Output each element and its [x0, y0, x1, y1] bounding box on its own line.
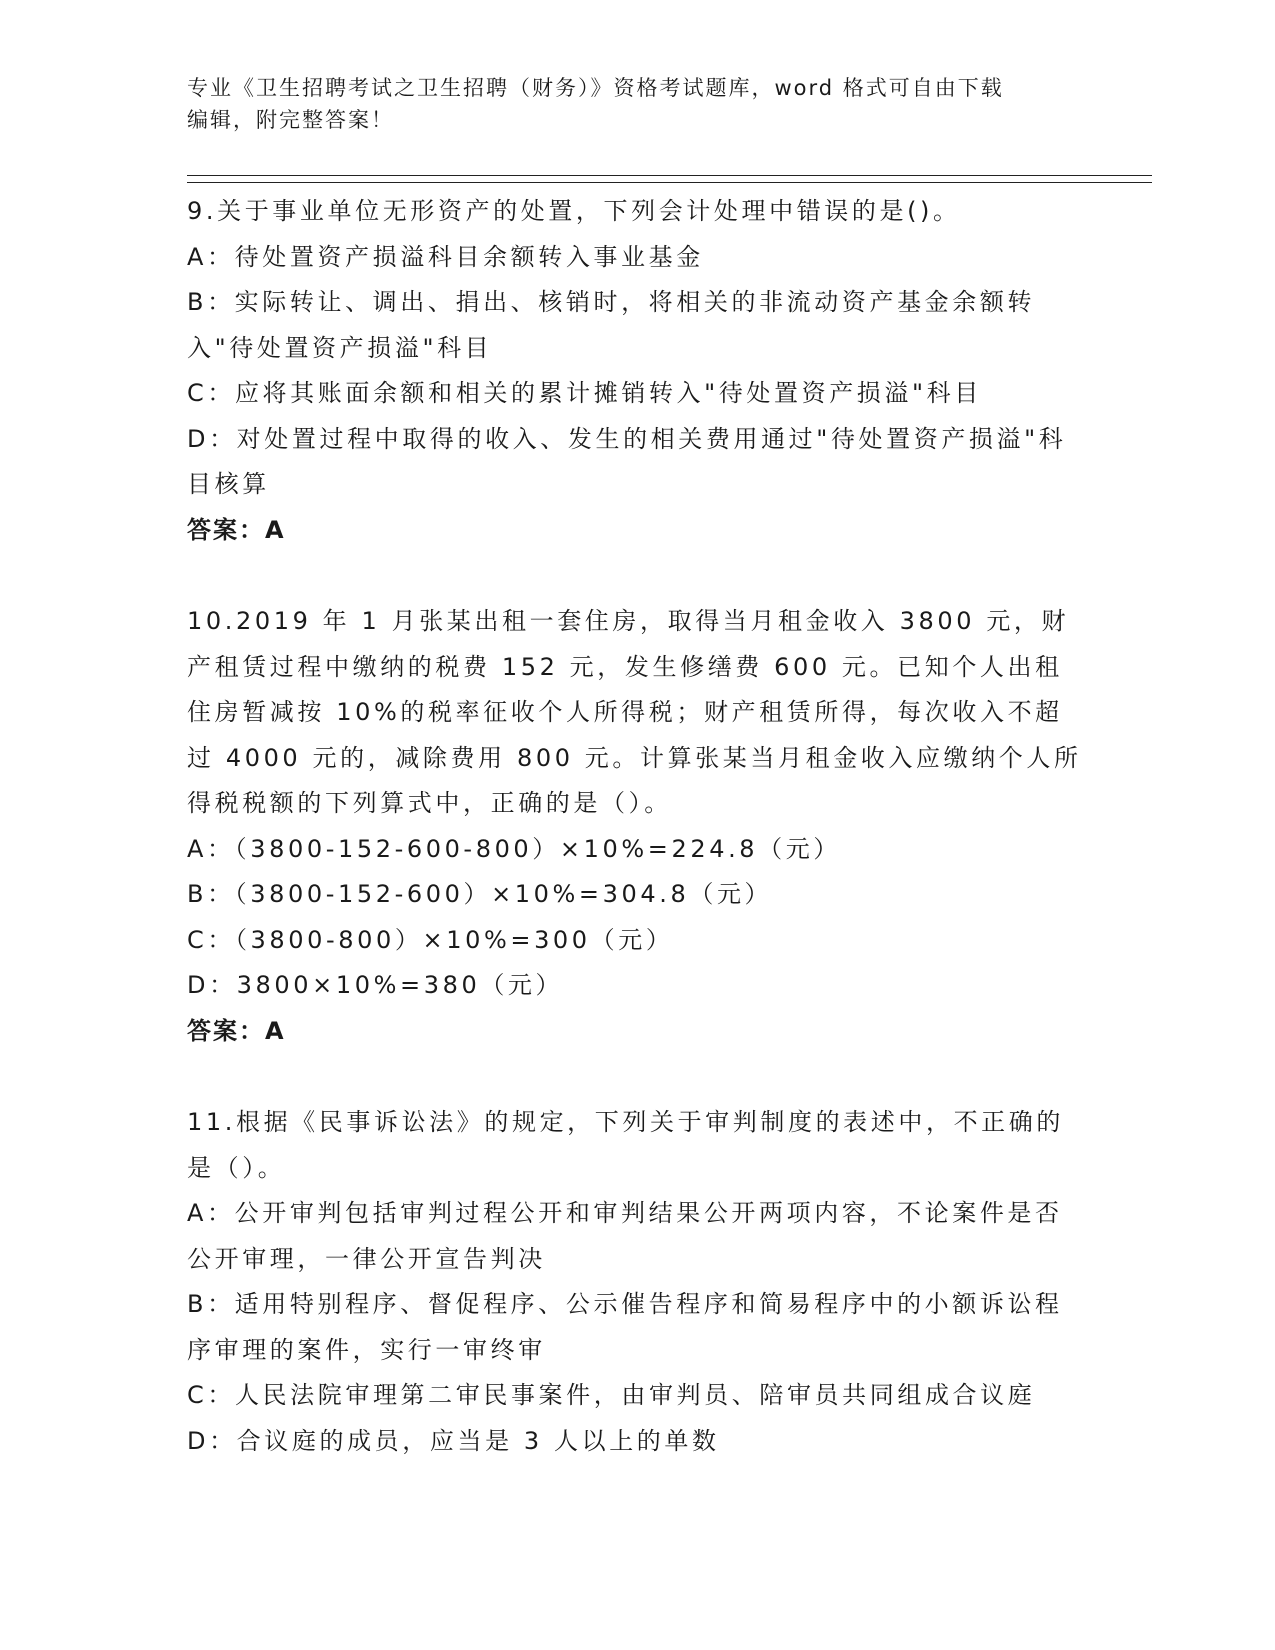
- option-d: D：对处置过程中取得的收入、发生的相关费用通过"待处置资产损溢"科目核算: [187, 424, 1067, 498]
- question-list: [187, 189, 1087, 1464]
- question-stem: 9.关于事业单位无形资产的处置，下列会计处理中错误的是()。: [187, 197, 961, 225]
- option-d: D：3800×10%=380（元）: [187, 971, 564, 999]
- option-a: A：公开审判包括审判过程公开和审判结果公开两项内容，不论案件是否公开审理，一律公开宣告判决: [187, 1199, 1063, 1273]
- question-stem: 11.根据《民事诉讼法》的规定，下列关于审判制度的表述中，不正确的是（）。: [187, 1108, 1064, 1182]
- document-header: 专业《卫生招聘考试之卫生招聘（财务）》资格考试题库，word 格式可自由下载 编辑，附完整答案！: [187, 76, 1004, 132]
- option-c: C：应将其账面余额和相关的累计摊销转入"待处置资产损溢"科目: [187, 379, 982, 407]
- option-b: B：实际转让、调出、捐出、核销时，将相关的非流动资产基金余额转入"待处置资产损溢"科目: [187, 288, 1036, 362]
- header-rule-bottom: [187, 182, 1152, 183]
- option-c: C：人民法院审理第二审民事案件，由审判员、陪审员共同组成合议庭: [187, 1381, 1036, 1409]
- header-rule-top: [187, 175, 1152, 176]
- option-a: A：待处置资产损溢科目余额转入事业基金: [187, 242, 704, 271]
- option-b: B：（3800-152-600）×10%=304.8（元）: [187, 880, 773, 908]
- answer: 答案：A: [187, 1016, 286, 1045]
- question-9: [187, 189, 1087, 553]
- option-b: B：适用特别程序、督促程序、公示催告程序和简易程序中的小额诉讼程序审理的案件，实行一审终审: [187, 1290, 1063, 1364]
- option-a: A：（3800-152-600-800）×10%=224.8（元）: [187, 834, 841, 863]
- option-c: C：（3800-800）×10%=300（元）: [187, 925, 674, 954]
- question-stem: 10.2019 年 1 月张某出租一套住房，取得当月租金收入 3800 元，财产租赁过程中缴纳的税费 152 元，发生修缮费 600 元。已知个人出租住房暂减按 10%的税率征收个人所得税；财产租赁所得，每次收入不超过 4000 元的，减除费用 800 元。计算张某当月租金收入应缴纳个人所得税税额的下列算式中，正确的是（）。: [187, 607, 1082, 817]
- answer: 答案：A: [187, 515, 286, 544]
- option-d: D：合议庭的成员，应当是 3 人以上的单数: [187, 1426, 720, 1455]
- question-11: [187, 1100, 1087, 1464]
- question-10: [187, 599, 1087, 1054]
